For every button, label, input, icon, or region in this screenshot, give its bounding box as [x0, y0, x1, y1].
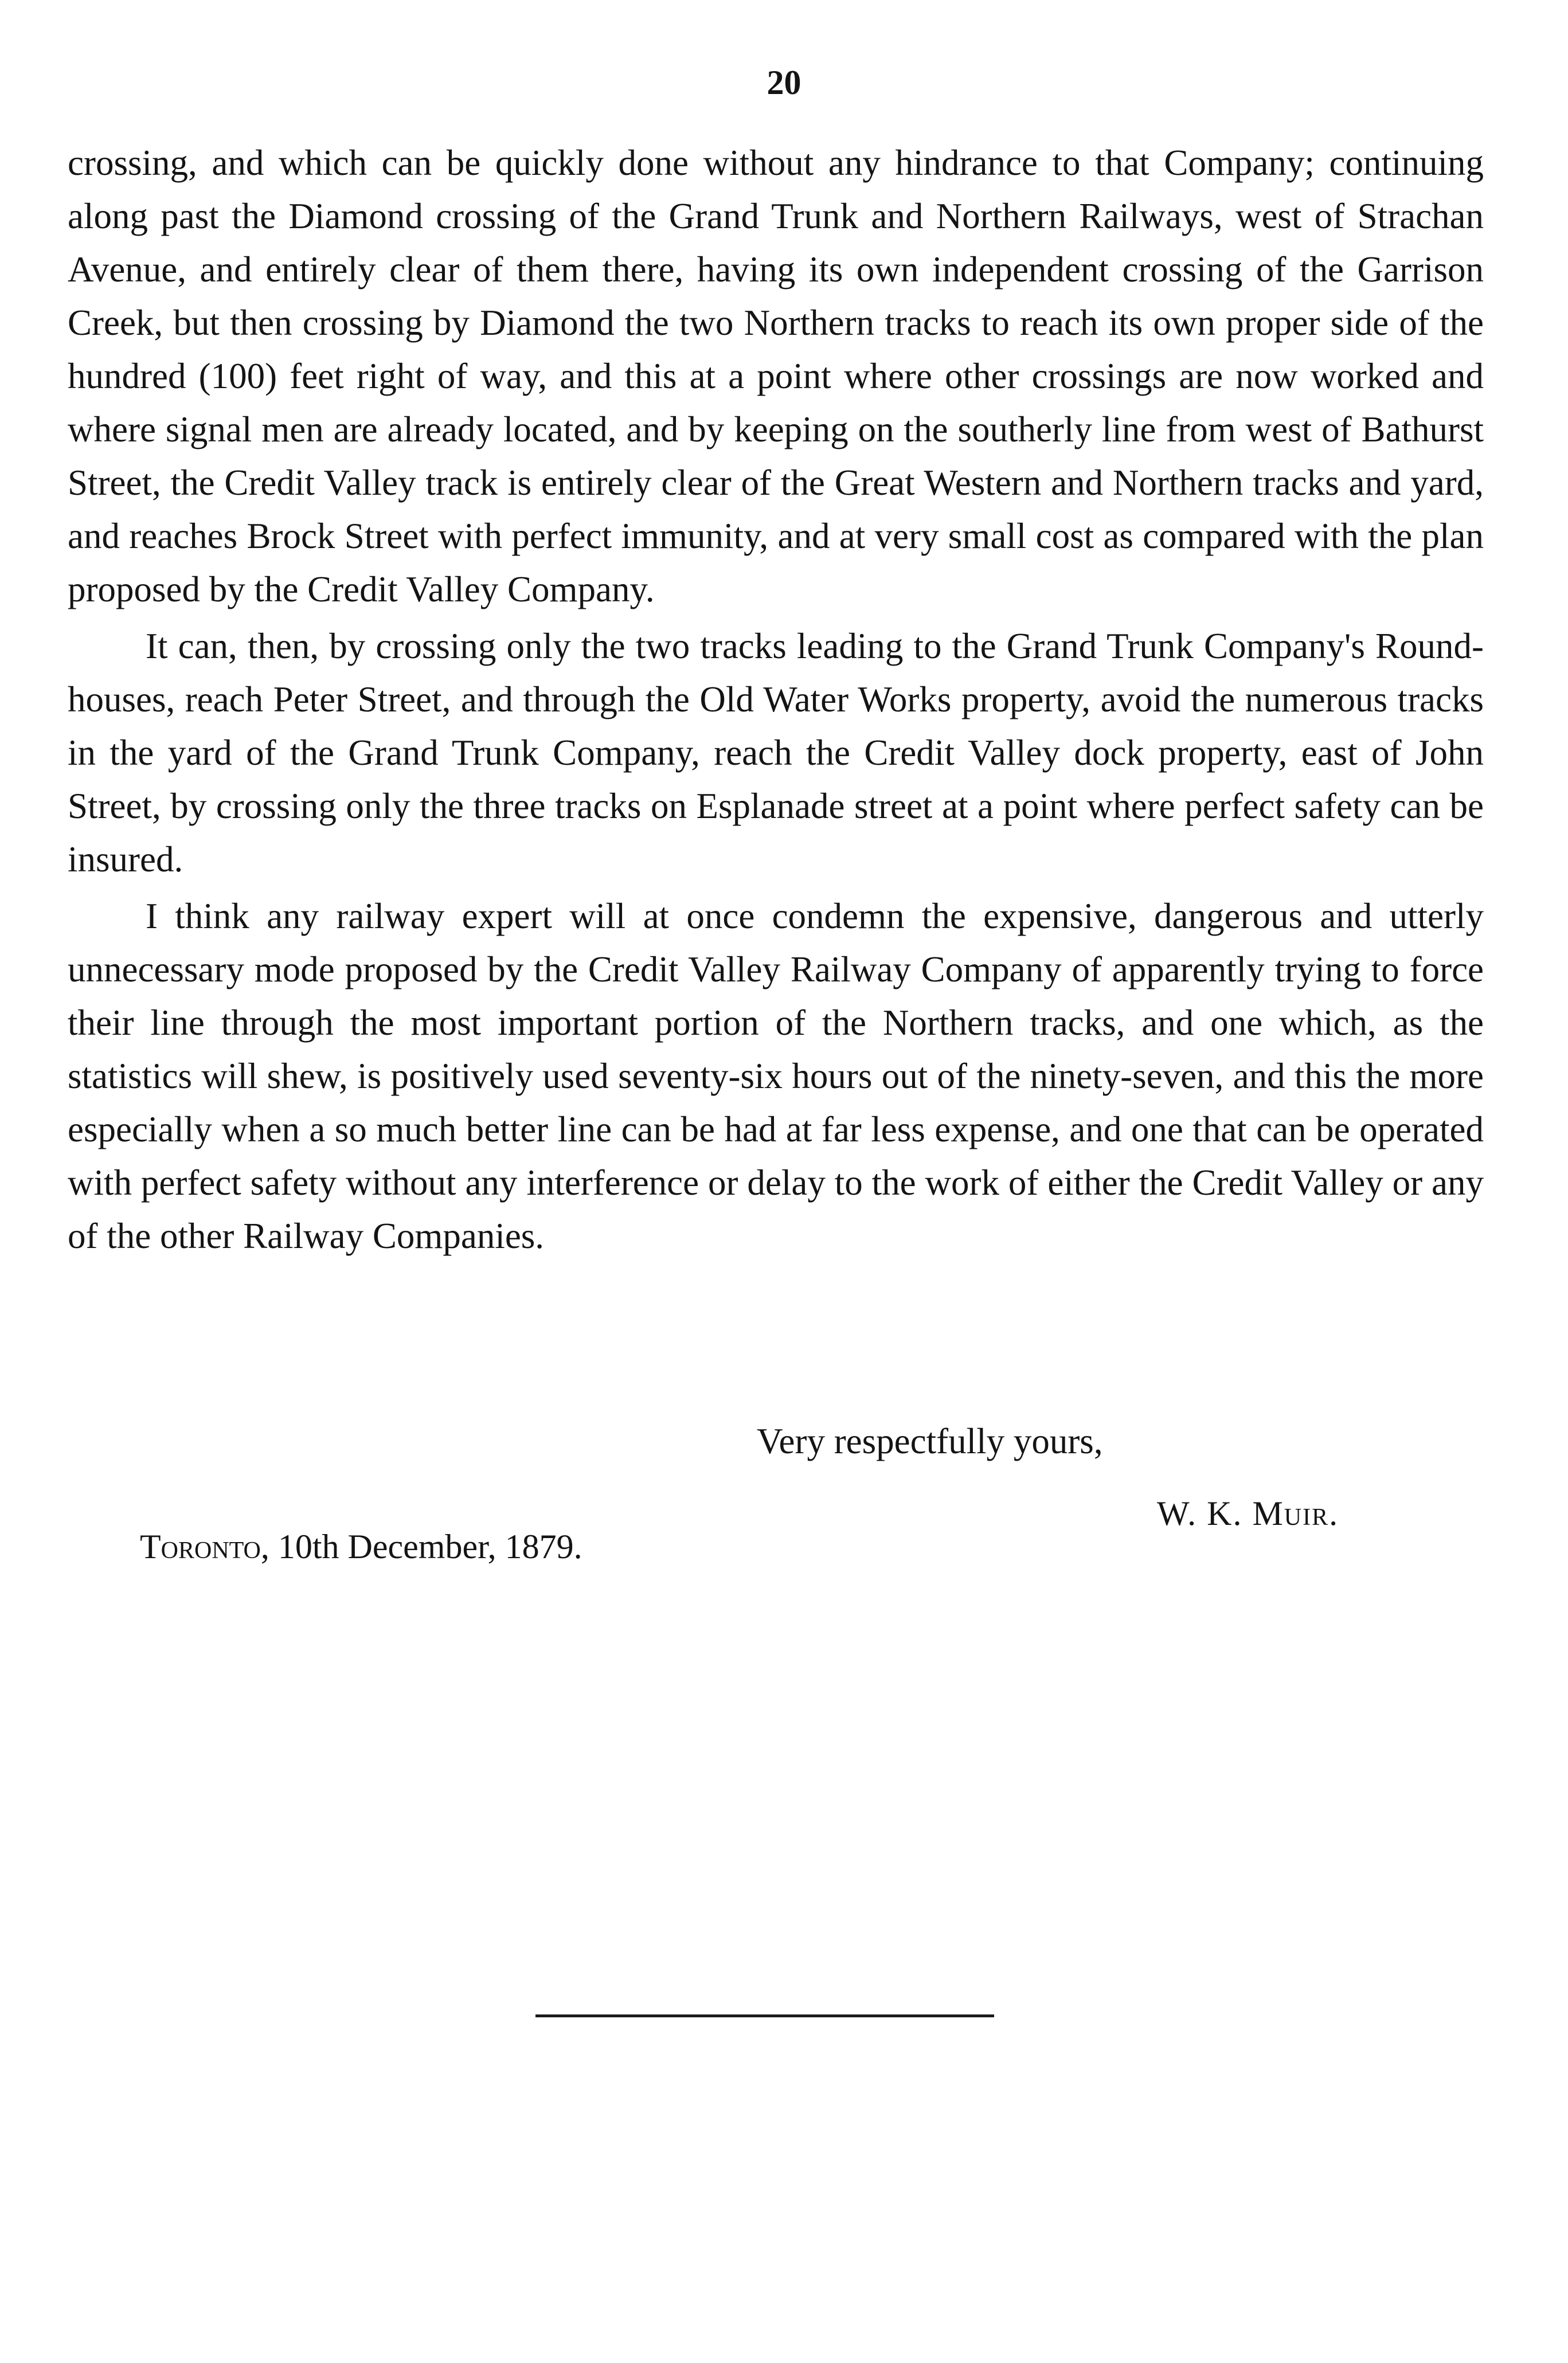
dateline-place: Toronto, — [140, 1528, 269, 1566]
dateline — [140, 1520, 582, 1574]
signature-surname: Muir. — [1252, 1495, 1339, 1532]
closing-salutation: Very respectfully yours, — [757, 1421, 1103, 1461]
section-divider-rule — [535, 2014, 994, 2017]
signature — [1157, 1487, 1339, 1540]
paragraph-2: It can, then, by crossing only the two tracks leading to the Grand Trunk Company's Round-houses, reach Peter Street, and through the Old Water Works property, avoid the numerous tracks in the yard of the Grand Trunk Company, reach the Credit Valley dock property, east of John Street, by crossing only the three tracks on Esplanade street at a point where perfect safety can be insured. — [68, 626, 1484, 879]
page-number: 20 — [767, 64, 801, 101]
paragraph-3: I think any railway expert will at once condemn the expensive, dangerous and utterly unnecessary mode proposed by the Credit Valley Railway Company of apparently trying to force their line through the most important portion of the Northern tracks, and one which, as the statistics will shew, is positively used seventy-six hours out of the ninety-seven, and this the more especially when a so much better line can be had at far less expense, and one that can be operated with perfect safety without any interference or delay to the work of either the Credit Valley or any of the other Railway Companies. — [68, 896, 1484, 1256]
dateline-date: 10th December, 1879. — [277, 1528, 582, 1566]
paragraph-1: crossing, and which can be quickly done without any hindrance to that Company; continuing along past the Diamond crossing of the Grand Trunk and Northern Railways, west of Strachan Avenue, and entirely clear of them there, having its own independent crossing of the Garrison Creek, but then crossing by Diamond the two Northern tracks to reach its own proper side of the hundred (100) feet right of way, and this at a point where other crossings are now worked and where signal men are already located, and by keeping on the southerly line from west of Bathurst Street, the Credit Valley track is entirely clear of the Great Western and Northern tracks and yard, and reaches Brock Street with perfect immunity, and at very small cost as compared with the plan proposed by the Credit Valley Company. — [68, 143, 1484, 609]
signature-initials: W. K. — [1157, 1495, 1243, 1532]
letter-body — [68, 136, 1484, 1263]
